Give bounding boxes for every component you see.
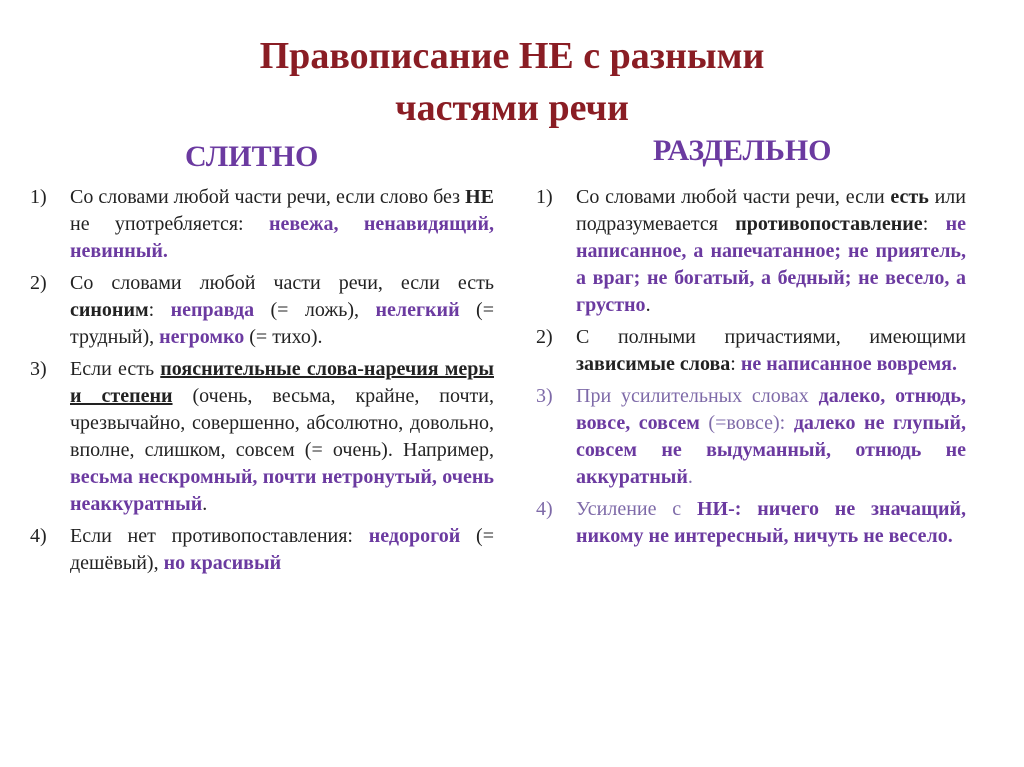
rule-text: При усилительных словах xyxy=(576,385,819,407)
rule-keyword: есть xyxy=(890,186,929,208)
rule-text: Со словами любой части речи, если есть xyxy=(70,272,494,294)
left-rule-1 xyxy=(24,184,494,265)
rule-keyword: НИ-: xyxy=(696,498,742,520)
rule-example: ничего не значащий, никому не интересный, ничуть не весело. xyxy=(576,498,966,547)
rule-text: . xyxy=(687,466,693,488)
rule-number: 4) xyxy=(30,525,47,547)
right-column-heading: РАЗДЕЛЬНО xyxy=(653,134,832,167)
rule-text: (= трудный), xyxy=(70,299,494,348)
rule-keyword: противопоставление xyxy=(735,213,923,235)
rule-text xyxy=(741,498,757,520)
right-rule-4 xyxy=(530,496,966,550)
title-line-1: Правописание НЕ с разными xyxy=(259,35,765,77)
rule-example: не написанное вовремя. xyxy=(740,353,958,375)
left-rule-4 xyxy=(24,523,494,577)
page-title xyxy=(0,30,1024,134)
rule-keyword: синоним xyxy=(70,299,149,321)
rule-text: : xyxy=(148,299,171,321)
rule-example: негромко xyxy=(159,326,245,348)
left-rule-2 xyxy=(24,270,494,351)
rule-text: Со словами любой части речи, если xyxy=(576,186,891,208)
rule-text: (= дешёвый), xyxy=(70,525,494,574)
rule-number: 2) xyxy=(30,272,47,294)
rule-text: (=вовсе): xyxy=(699,412,794,434)
rule-text: : xyxy=(730,353,741,375)
rule-keyword: далеко, отнюдь, вовсе, совсем xyxy=(576,385,966,434)
left-rule-3 xyxy=(24,356,494,518)
rule-keyword: зависимые слова xyxy=(576,353,731,375)
rule-number: 1) xyxy=(30,186,47,208)
left-column xyxy=(24,184,494,582)
rule-text: Если есть xyxy=(70,358,161,380)
rule-text: Усиление с xyxy=(576,498,697,520)
rule-example: далеко не глупый, совсем не выдуманный, отнюдь не аккуратный xyxy=(576,412,966,488)
rule-text: или подразумевается xyxy=(576,186,966,235)
rule-number: 3) xyxy=(30,358,47,380)
rule-number: 2) xyxy=(536,326,553,348)
right-column xyxy=(530,184,966,555)
rule-number: 1) xyxy=(536,186,553,208)
title-line-2: частями речи xyxy=(395,87,629,129)
rule-text: (очень, весьма, крайне, почти, чрезвычайно, совершенно, абсолютно, довольно, вполне, слишком, совсем (= очень). Например, xyxy=(70,385,494,461)
rule-keyword: НЕ xyxy=(465,186,494,208)
rule-number: 4) xyxy=(536,498,553,520)
rule-example: нелегкий xyxy=(375,299,460,321)
right-rule-2 xyxy=(530,324,966,378)
rule-example: неправда xyxy=(170,299,255,321)
rule-number: 3) xyxy=(536,385,553,407)
rule-text: Если нет противопоставления: xyxy=(70,525,369,547)
rule-text: Со словами любой части речи, если слово без xyxy=(70,186,466,208)
rule-text: С полными причастиями, имеющими xyxy=(576,326,966,348)
rule-example: весьма нескромный, почти нетронутый, очень неаккуратный xyxy=(70,466,494,515)
rule-text: (= тихо). xyxy=(244,326,323,348)
rule-example: не написанное, а напечатанное; не приятель, а враг; не богатый, а бедный; не весело, а грустно xyxy=(576,213,966,316)
rule-example: но красивый xyxy=(163,552,282,574)
rule-text: . xyxy=(202,493,208,515)
right-rule-3 xyxy=(530,383,966,491)
rule-text: : xyxy=(922,213,946,235)
rule-text: . xyxy=(645,294,651,316)
rule-example: невежа, ненавидящий, невинный. xyxy=(70,213,495,262)
rule-text: не употребляется: xyxy=(70,213,269,235)
rule-text: (= ложь), xyxy=(254,299,376,321)
rule-keyword: пояснительные слова-наречия меры и степени xyxy=(70,358,494,407)
rule-example: недорогой xyxy=(368,525,461,547)
left-column-heading: СЛИТНО xyxy=(185,140,319,173)
right-rule-1 xyxy=(530,184,966,319)
